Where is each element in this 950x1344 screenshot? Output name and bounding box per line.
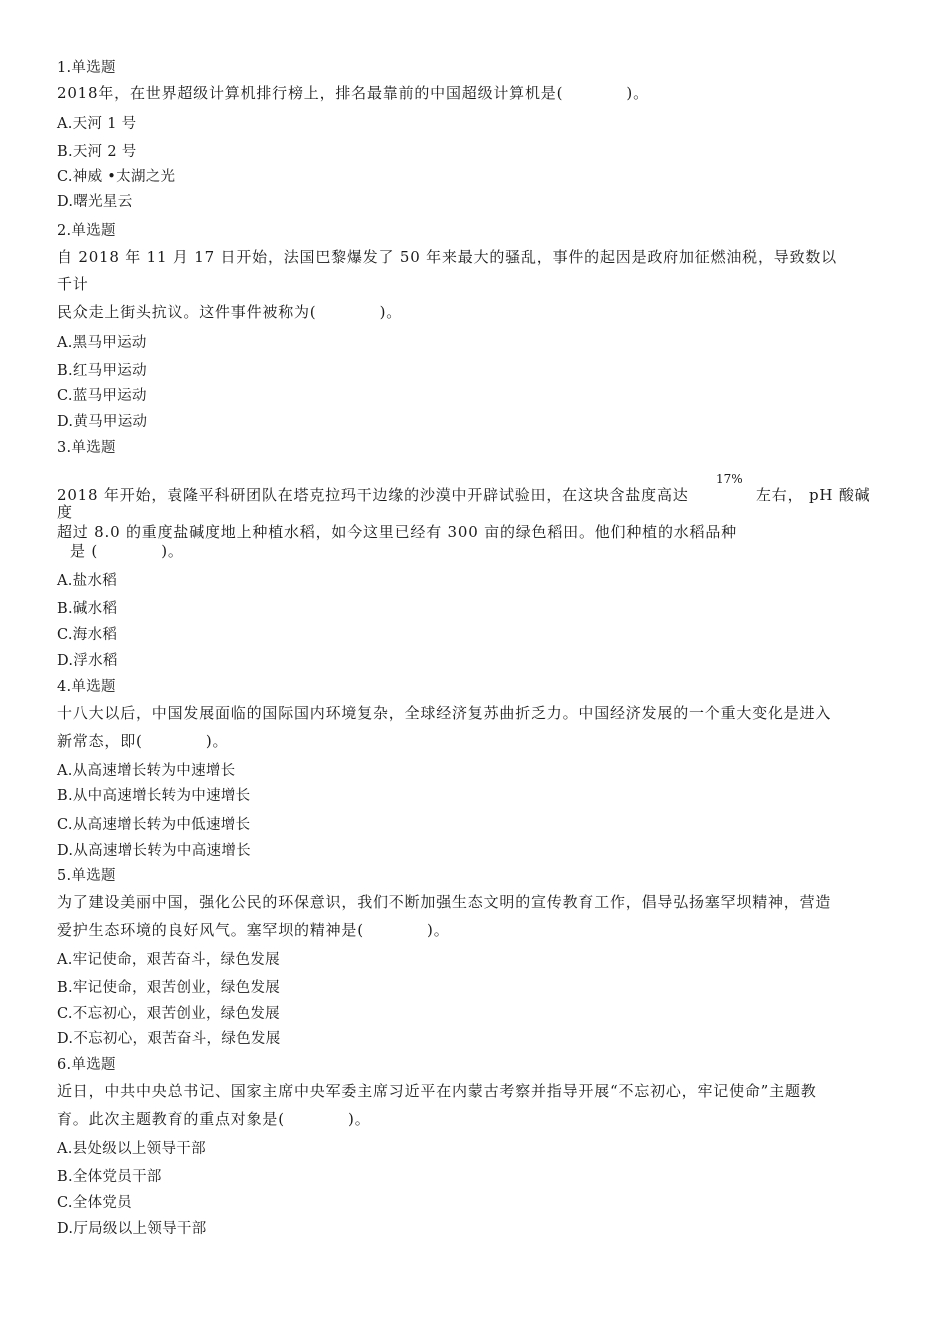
question-3-option-c: C.海水稻 <box>57 627 118 643</box>
question-2-stem-line-2: 千计 <box>57 275 89 293</box>
question-1-header: 1.单选题 <box>57 60 116 76</box>
question-3-option-d: D.浮水稻 <box>57 653 118 669</box>
question-2-option-a: A.黑马甲运动 <box>57 335 147 351</box>
question-2-header: 2.单选题 <box>57 223 116 239</box>
question-6-option-d: D.厅局级以上领导干部 <box>57 1221 207 1237</box>
question-3-stem-line-2: 超过 8.0 的重度盐碱度地上种植水稻，如今这里已经有 300 亩的绿色稻田。他们种植的水稻品种 <box>57 523 737 541</box>
question-5-header: 5.单选题 <box>57 868 116 884</box>
question-3-stem-line-3: 是 ( )。 <box>70 542 184 560</box>
question-6-stem-line-2: 育。此次主题教育的重点对象是( )。 <box>57 1110 371 1128</box>
question-2-option-c: C.蓝马甲运动 <box>57 388 147 404</box>
question-4-option-c: C.从高速增长转为中低速增长 <box>57 817 251 833</box>
question-3-header: 3.单选题 <box>57 440 116 456</box>
question-3-stem-line-1-wrap: 度 <box>57 503 73 521</box>
question-3-stem-line-1: 2018 年开始，袁隆平科研团队在塔克拉玛干边缘的沙漠中开辟试验田，在这块含盐度高达 <box>57 486 689 504</box>
question-6-option-a: A.县处级以上领导干部 <box>57 1141 206 1157</box>
question-6-option-c: C.全体党员 <box>57 1195 132 1211</box>
question-1-stem: 2018年，在世界超级计算机排行榜上，排名最靠前的中国超级计算机是( )。 <box>57 84 649 102</box>
question-5-option-a: A.牢记使命，艰苦奋斗，绿色发展 <box>57 952 280 968</box>
question-1-option-c: C.神威 •太湖之光 <box>57 169 176 185</box>
question-1-option-b: B.天河 2 号 <box>57 144 137 160</box>
question-4-stem-line-2: 新常态，即( )。 <box>57 732 229 750</box>
question-3-option-a: A.盐水稻 <box>57 573 118 589</box>
question-2-stem-line-3: 民众走上街头抗议。这件事件被称为( )。 <box>57 303 403 321</box>
question-6-header: 6.单选题 <box>57 1057 116 1073</box>
question-1-option-a: A.天河 1 号 <box>57 116 137 132</box>
question-5-option-b: B.牢记使命，艰苦创业，绿色发展 <box>57 980 281 996</box>
question-4-header: 4.单选题 <box>57 679 116 695</box>
question-5-option-c: C.不忘初心，艰苦创业，绿色发展 <box>57 1006 280 1022</box>
question-4-option-b: B.从中高速增长转为中速增长 <box>57 788 251 804</box>
question-4-stem-line-1: 十八大以后，中国发展面临的国际国内环境复杂，全球经济复苏曲折乏力。中国经济发展的一个重大变化是进入 <box>57 704 832 722</box>
question-3-option-b: B.碱水稻 <box>57 601 118 617</box>
question-2-stem-line-1: 自 2018 年 11 月 17 日开始，法国巴黎爆发了 50 年来最大的骚乱，事件的起因是政府加征燃油税，导致数以 <box>57 248 837 266</box>
question-3-superscript: 17% <box>716 472 743 486</box>
question-4-option-d: D.从高速增长转为中高速增长 <box>57 843 251 859</box>
question-1-option-d: D.曙光星云 <box>57 194 133 210</box>
question-4-option-a: A.从高速增长转为中速增长 <box>57 763 236 779</box>
question-5-option-d: D.不忘初心，艰苦奋斗，绿色发展 <box>57 1031 281 1047</box>
question-2-option-b: B.红马甲运动 <box>57 363 147 379</box>
question-5-stem-line-1: 为了建设美丽中国，强化公民的环保意识，我们不断加强生态文明的宣传教育工作，倡导弘扬塞罕坝精神，营造 <box>57 893 832 911</box>
question-6-option-b: B.全体党员干部 <box>57 1169 162 1185</box>
question-2-option-d: D.黄马甲运动 <box>57 414 148 430</box>
question-3-stem-line-1-end: 左右， pH 酸碱 <box>756 486 871 504</box>
question-6-stem-line-1: 近日，中共中央总书记、国家主席中央军委主席习近平在内蒙古考察并指导开展“不忘初心，牢记使命”主题教 <box>57 1082 817 1100</box>
question-5-stem-line-2: 爱护生态环境的良好风气。塞罕坝的精神是( )。 <box>57 921 450 939</box>
